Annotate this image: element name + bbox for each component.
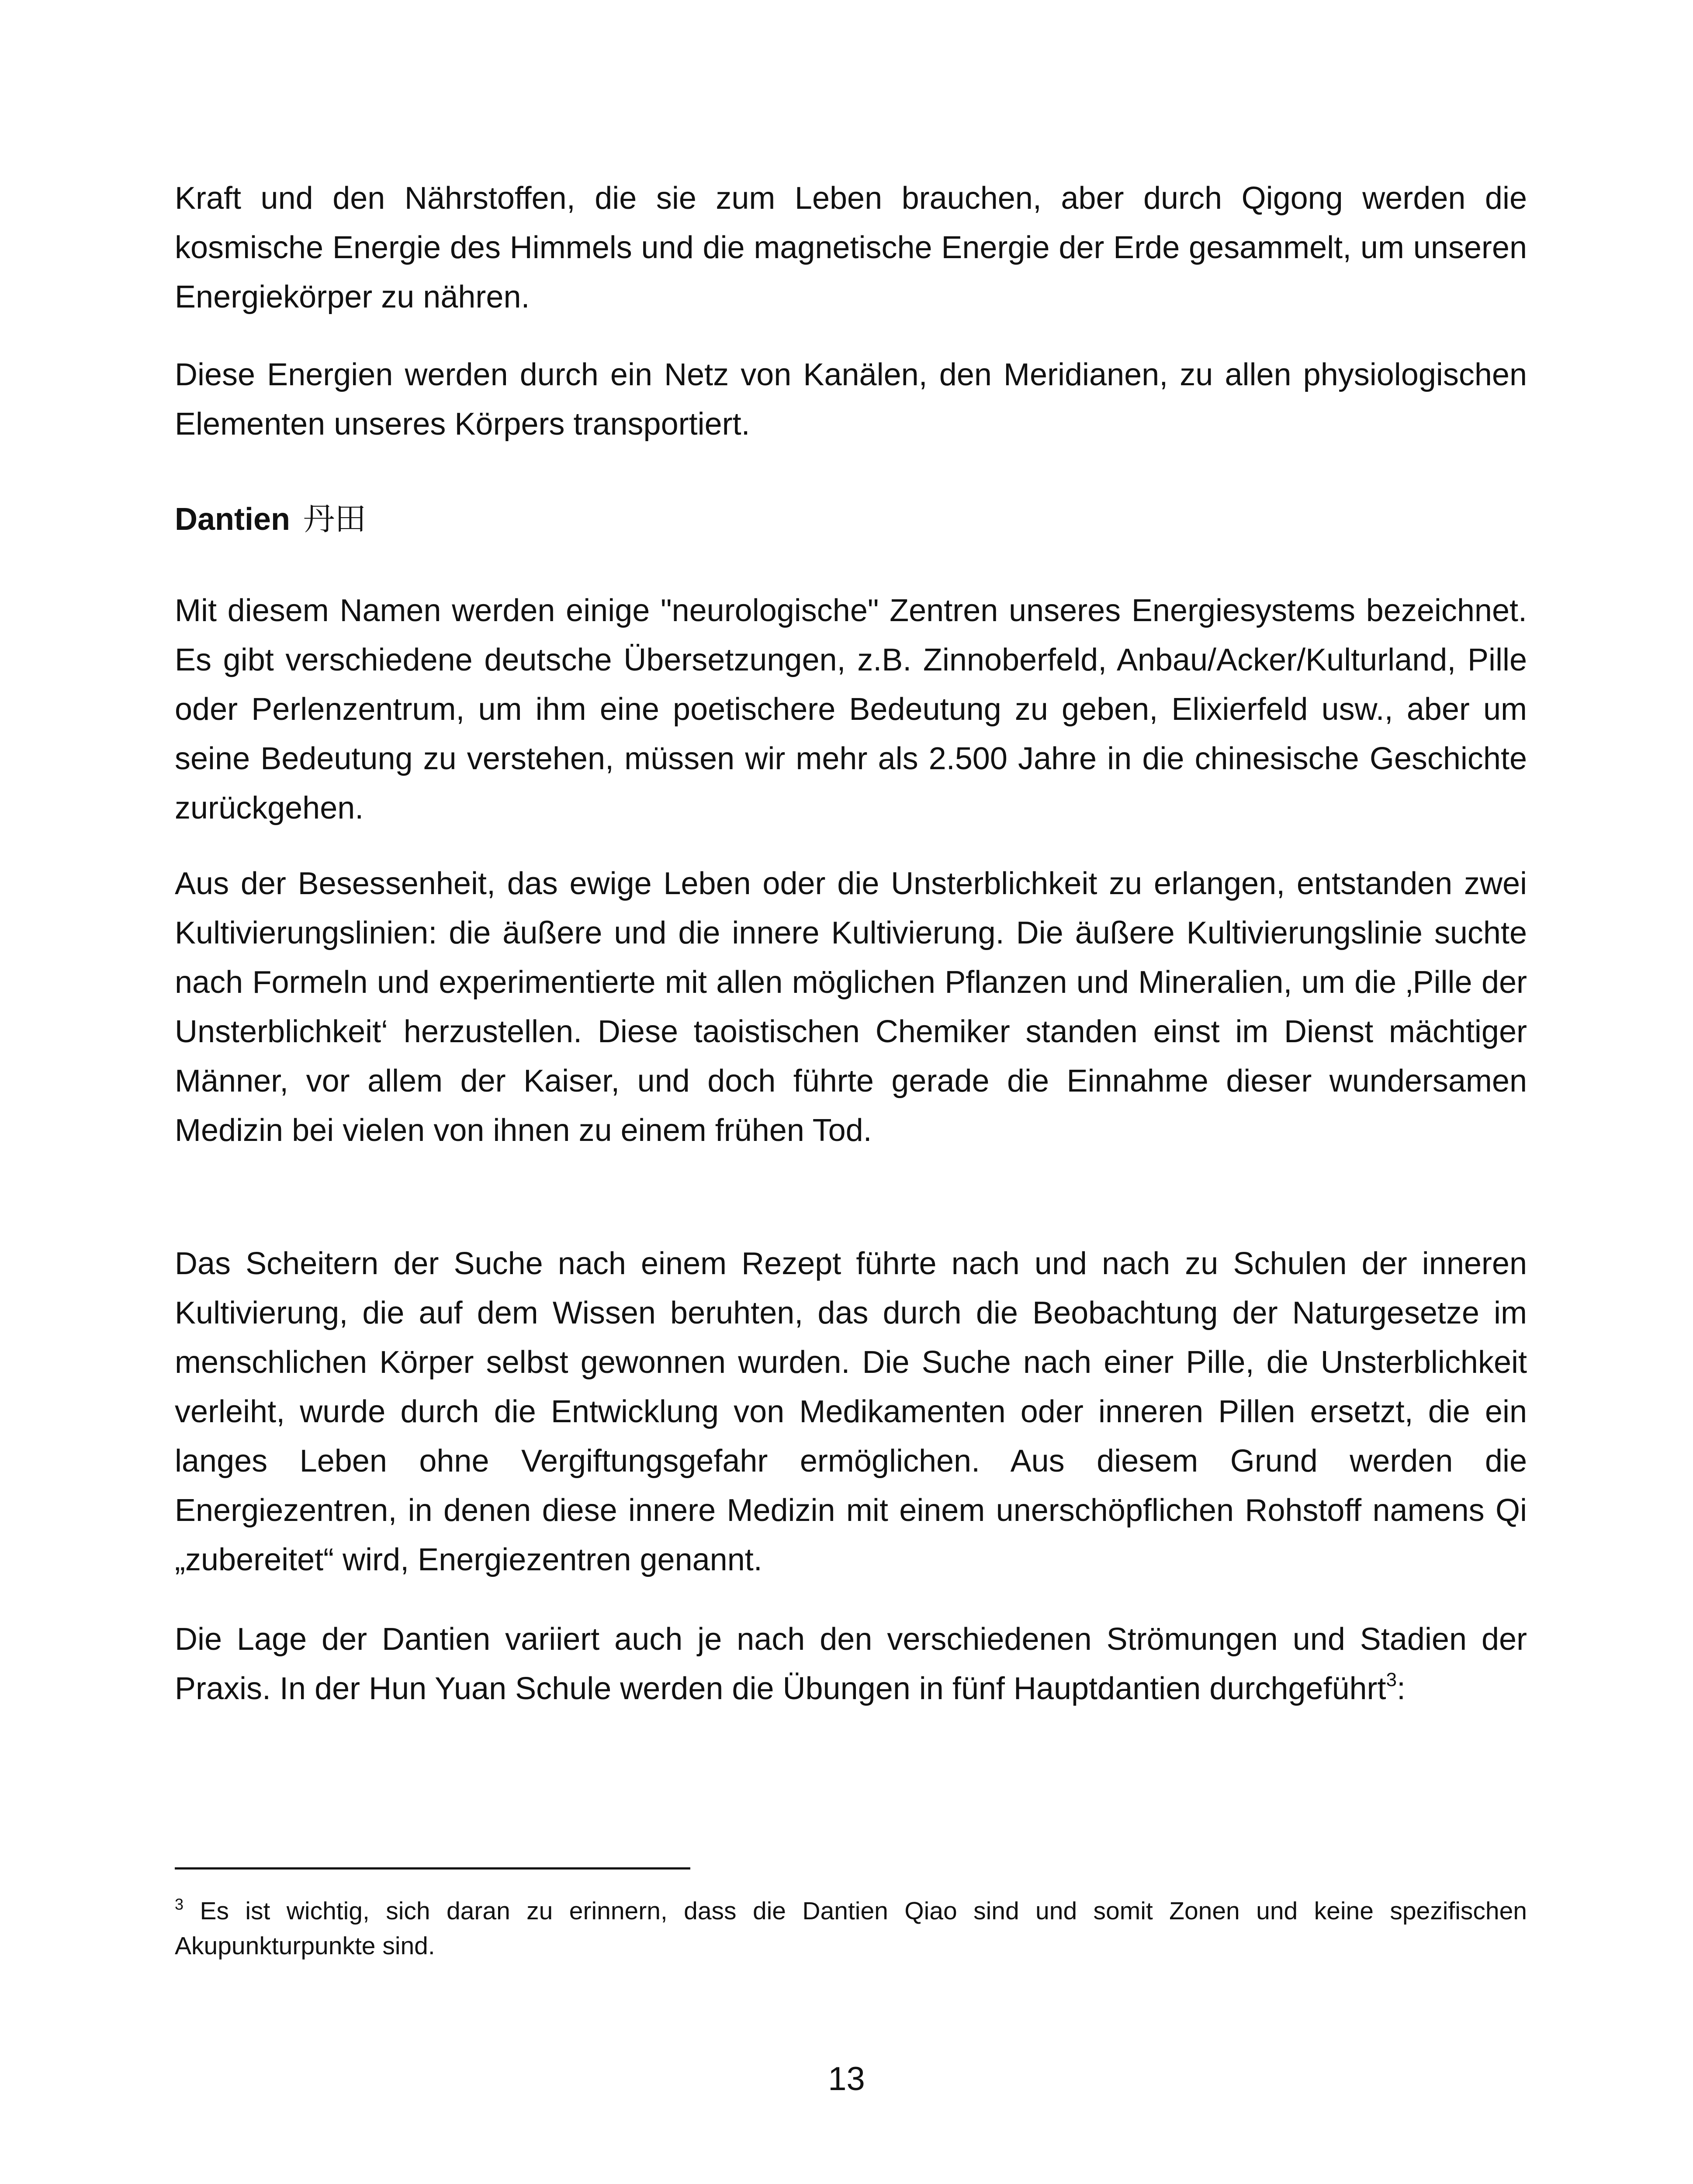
footnote-separator [175,1867,690,1870]
section-heading [175,494,366,544]
paragraph-6-colon: : [1397,1671,1406,1706]
heading-label: Dantien [175,502,291,537]
footnote-reference[interactable]: 3 [1386,1669,1397,1690]
page-number: 13 [828,2060,865,2098]
paragraph-5: Das Scheitern der Suche nach einem Rezept führte nach und nach zu Schulen der inneren Kultivierung, die auf dem Wissen beruhten, das durch die Beobachtung der Naturgesetze im menschlichen Körper selbst gewonnen wurden. Die Suche nach einer Pille, die Unsterblichkeit verleiht, wurde durch die Entwicklung von Medikamenten oder inneren Pillen ersetzt, die ein langes Leben ohne Vergiftungsgefahr ermöglichen. Aus diesem Grund werden die Energiezentren, in denen diese innere Medizin mit einem unerschöpflichen Rohstoff namens Qi „zubereitet“ wird, Energiezentren genannt. [175,1246,1527,1577]
paragraph-2: Diese Energien werden durch ein Netz von Kanälen, den Meridianen, zu allen physiologischen Elementen unseres Körpers transportiert. [175,357,1527,442]
heading-chinese-characters: 丹田 [303,501,367,537]
footnote-marker: 3 [175,1895,184,1913]
paragraph-4: Aus der Besessenheit, das ewige Leben oder die Unsterblichkeit zu erlangen, entstanden zwei Kultivierungslinien: die äußere und die innere Kultivierung. Die äußere Kultivierungslinie suchte nach Formeln und experimentierte mit allen möglichen Pflanzen und Mineralien, um die ‚Pille der Unsterblichkeit‘ herzustellen. Diese taoistischen Chemiker standen einst im Dienst mächtiger Männer, vor allem der Kaiser, und doch führte gerade die Einnahme dieser wundersamen Medizin bei vielen von ihnen zu einem frühen Tod. [175,866,1527,1148]
paragraph-3: Mit diesem Namen werden einige "neurologische" Zentren unseres Energiesystems bezeichnet. Es gibt verschiedene deutsche Übersetzungen, z.B. Zinnoberfeld, Anbau/Acker/Kulturland, Pille oder Perlenzentrum, um ihm eine poetischere Bedeutung zu geben, Elixierfeld usw., aber um seine Bedeutung zu verstehen, müssen wir mehr als 2.500 Jahre in die chinesische Geschichte zurückgehen. [175,593,1527,826]
paragraph-6 [175,1615,1527,1714]
footnote [175,1894,1527,1963]
paragraph-6-text: Die Lage der Dantien variiert auch je nach den verschiedenen Strömungen und Stadien der Praxis. In der Hun Yuan Schule werden die Übungen in fünf Hauptdantien durchgeführt [175,1622,1527,1706]
footnote-text: Es ist wichtig, sich daran zu erinnern, dass die Dantien Qiao sind und somit Zonen und keine spezifischen Akupunkturpunkte sind. [175,1897,1527,1960]
paragraph-1: Kraft und den Nährstoffen, die sie zum Leben brauchen, aber durch Qigong werden die kosmische Energie des Himmels und die magnetische Energie der Erde gesammelt, um unseren Energiekörper zu nähren. [175,181,1527,314]
